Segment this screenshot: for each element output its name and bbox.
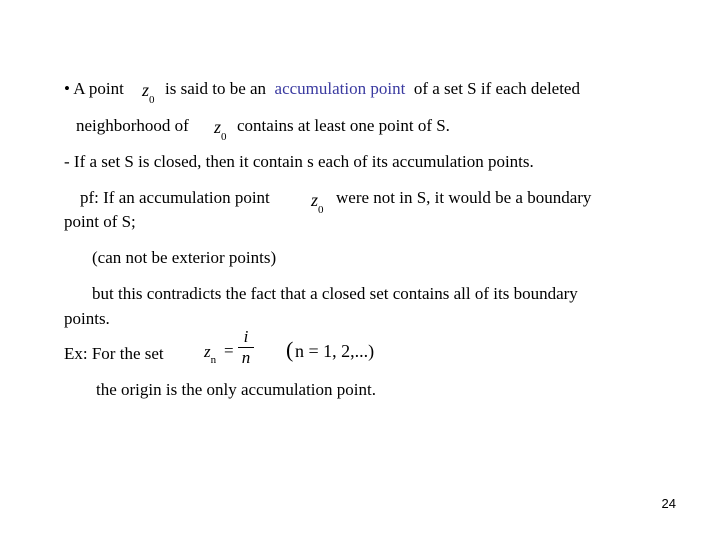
definition-line-2-cont — [237, 116, 450, 136]
text-closed-set-theorem: - If a set S is closed, then it contain s each of its accumulation points. — [64, 152, 534, 171]
page-number: 24 — [661, 496, 676, 511]
proof-line-4 — [92, 284, 578, 304]
text-contains-at-least: contains at least one point of S. — [237, 116, 450, 135]
definition-line-1 — [64, 79, 124, 99]
text-point-of-s: point of S; — [64, 212, 136, 231]
text-not-exterior: (can not be exterior points) — [92, 248, 277, 267]
text-neighborhood: neighborhood of — [76, 116, 189, 135]
text-said-to-be: is said to be an — [165, 79, 267, 98]
proof-line-3 — [92, 248, 276, 268]
proof-line-1-cont — [336, 188, 591, 208]
text-origin-only: the origin is the only accumulation point. — [96, 380, 376, 399]
text-of-a-set: of a set S if each deleted — [413, 79, 580, 98]
z0-symbol-2: $z_0$ — [214, 117, 227, 143]
fraction-i-over-n — [238, 328, 254, 367]
text-a-point: • A point — [64, 79, 124, 98]
fraction-numerator: i — [243, 327, 249, 346]
range-expression: n = 1, 2,...) — [295, 341, 375, 361]
proof-line-2 — [64, 212, 136, 232]
theorem-line — [64, 152, 534, 172]
text-points: points. — [64, 309, 110, 328]
fraction-denominator: n — [241, 348, 251, 367]
text-but-contradicts: but this contradicts the fact that a closed set contains all of its boundary — [92, 284, 578, 303]
equals-sign: = — [224, 341, 234, 360]
proof-line-5 — [64, 309, 110, 329]
example-conclusion — [96, 380, 376, 400]
definition-line-2 — [76, 116, 189, 136]
text-pf: pf: If an accumulation point — [80, 188, 270, 207]
zn-symbol: $z_n$ — [204, 342, 217, 367]
text-were-not-in-s: were not in S, it would be a boundary — [336, 188, 592, 207]
accumulation-point-term: accumulation point — [274, 79, 406, 98]
text-ex-for-the-set: Ex: For the set — [64, 344, 164, 363]
example-line — [64, 344, 164, 364]
z0-symbol-3: $z_0$ — [311, 190, 324, 216]
proof-line-1 — [80, 188, 270, 208]
range-open-paren: ( — [286, 337, 294, 362]
definition-line-1-cont — [165, 79, 580, 99]
z0-symbol: $z_0$ — [142, 80, 155, 106]
